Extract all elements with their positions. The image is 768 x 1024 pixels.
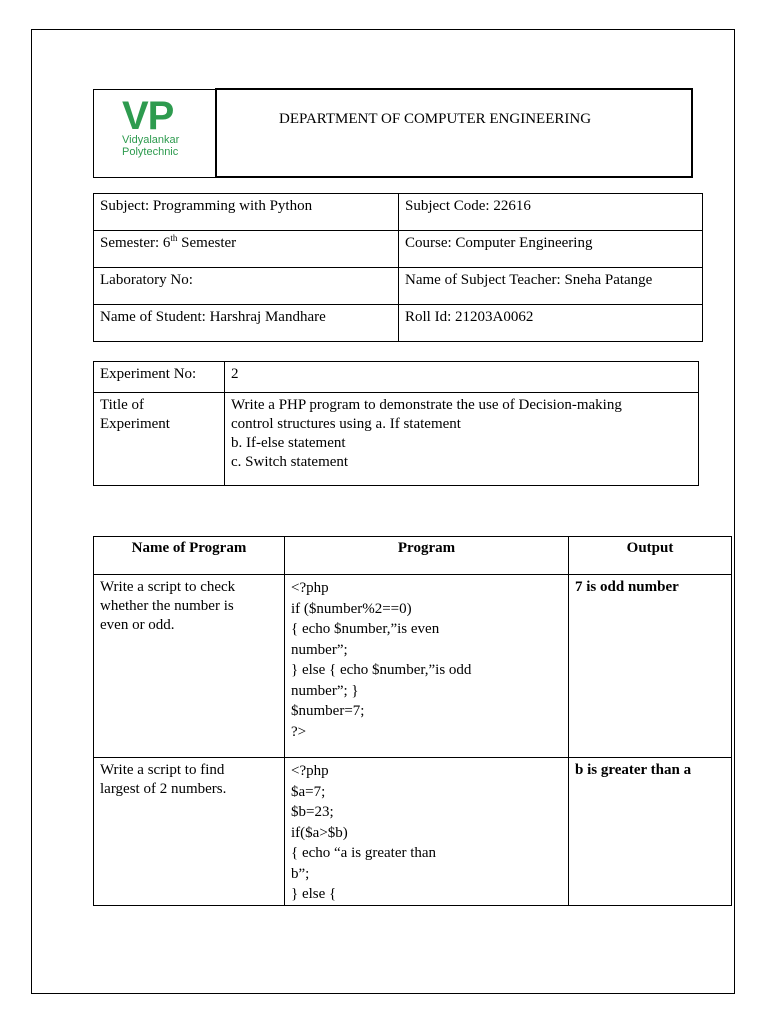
roll-cell: Roll Id: 21203A0062 xyxy=(399,305,703,342)
program-name-line: largest of 2 numbers. xyxy=(100,781,227,797)
student-cell: Name of Student: Harshraj Mandhare xyxy=(94,305,399,342)
experiment-no-value: 2 xyxy=(225,362,699,393)
code-line: number”; } xyxy=(291,682,359,699)
experiment-table xyxy=(93,361,699,486)
subject-cell: Subject: Programming with Python xyxy=(94,194,399,231)
subject-code-cell: Subject Code: 22616 xyxy=(399,194,703,231)
code-line: $a=7; xyxy=(291,783,326,800)
info-table xyxy=(93,193,703,342)
logo-line2: Polytechnic xyxy=(122,145,179,158)
table-row xyxy=(94,758,732,906)
semester-prefix: Semester: 6 xyxy=(100,235,171,251)
code-line: $b=23; xyxy=(291,804,334,820)
title-line: c. Switch statement xyxy=(231,454,349,470)
code-line: ?> xyxy=(291,723,307,740)
logo-line1: Vidyalankar xyxy=(122,133,180,146)
program-name-line: even or odd. xyxy=(100,617,175,633)
header-program: Program xyxy=(285,537,569,575)
code-line: if($a>$b) xyxy=(291,824,348,841)
program-name-line: whether the number is xyxy=(100,598,234,614)
header-name-of-program: Name of Program xyxy=(94,537,285,575)
logo-name xyxy=(122,134,179,158)
code-line: <?php xyxy=(291,580,329,596)
program-name-cell xyxy=(94,758,285,906)
teacher-cell: Name of Subject Teacher: Sneha Patange xyxy=(399,268,703,305)
title-line: Write a PHP program to demonstrate the use of Decision-making xyxy=(231,397,622,413)
semester-sup: th xyxy=(170,233,178,243)
code-line: $number=7; xyxy=(291,703,365,719)
semester-suffix: Semester xyxy=(177,235,237,251)
program-table xyxy=(93,536,732,906)
lab-no-cell: Laboratory No: xyxy=(94,268,399,305)
header-table xyxy=(93,88,693,178)
code-line: } else { xyxy=(291,886,337,902)
code-line: b”; xyxy=(291,865,310,882)
program-name-line: Write a script to check xyxy=(100,579,236,595)
title-label-line1: Title of xyxy=(100,397,145,413)
vidyalankar-logo xyxy=(94,90,215,177)
title-line: b. If-else statement xyxy=(231,435,346,451)
program-output-cell: b is greater than a xyxy=(569,758,732,906)
code-line: if ($number%2==0) xyxy=(291,600,412,617)
experiment-no-label: Experiment No: xyxy=(94,362,225,393)
program-name-line: Write a script to find xyxy=(100,762,225,778)
logo-letters: VP xyxy=(122,93,174,138)
experiment-title-label xyxy=(94,393,225,486)
program-code-cell xyxy=(285,758,569,906)
code-line: number”; xyxy=(291,641,348,658)
table-row xyxy=(94,575,732,758)
semester-cell xyxy=(94,231,399,268)
program-name-cell xyxy=(94,575,285,758)
code-line: { echo “a is greater than xyxy=(291,845,437,861)
program-output-cell: 7 is odd number xyxy=(569,575,732,758)
department-title: DEPARTMENT OF COMPUTER ENGINEERING xyxy=(279,111,592,127)
program-code-cell xyxy=(285,575,569,758)
title-label-line2: Experiment xyxy=(100,416,170,432)
title-line: control structures using a. If statement xyxy=(231,416,461,432)
code-line: } else { echo $number,”is odd xyxy=(291,662,472,678)
header-output: Output xyxy=(569,537,732,575)
department-title-cell xyxy=(216,89,692,177)
experiment-title-value xyxy=(225,393,699,486)
logo-cell xyxy=(94,89,217,177)
code-line: <?php xyxy=(291,763,329,779)
code-line: { echo $number,”is even xyxy=(291,621,440,637)
course-cell: Course: Computer Engineering xyxy=(399,231,703,268)
